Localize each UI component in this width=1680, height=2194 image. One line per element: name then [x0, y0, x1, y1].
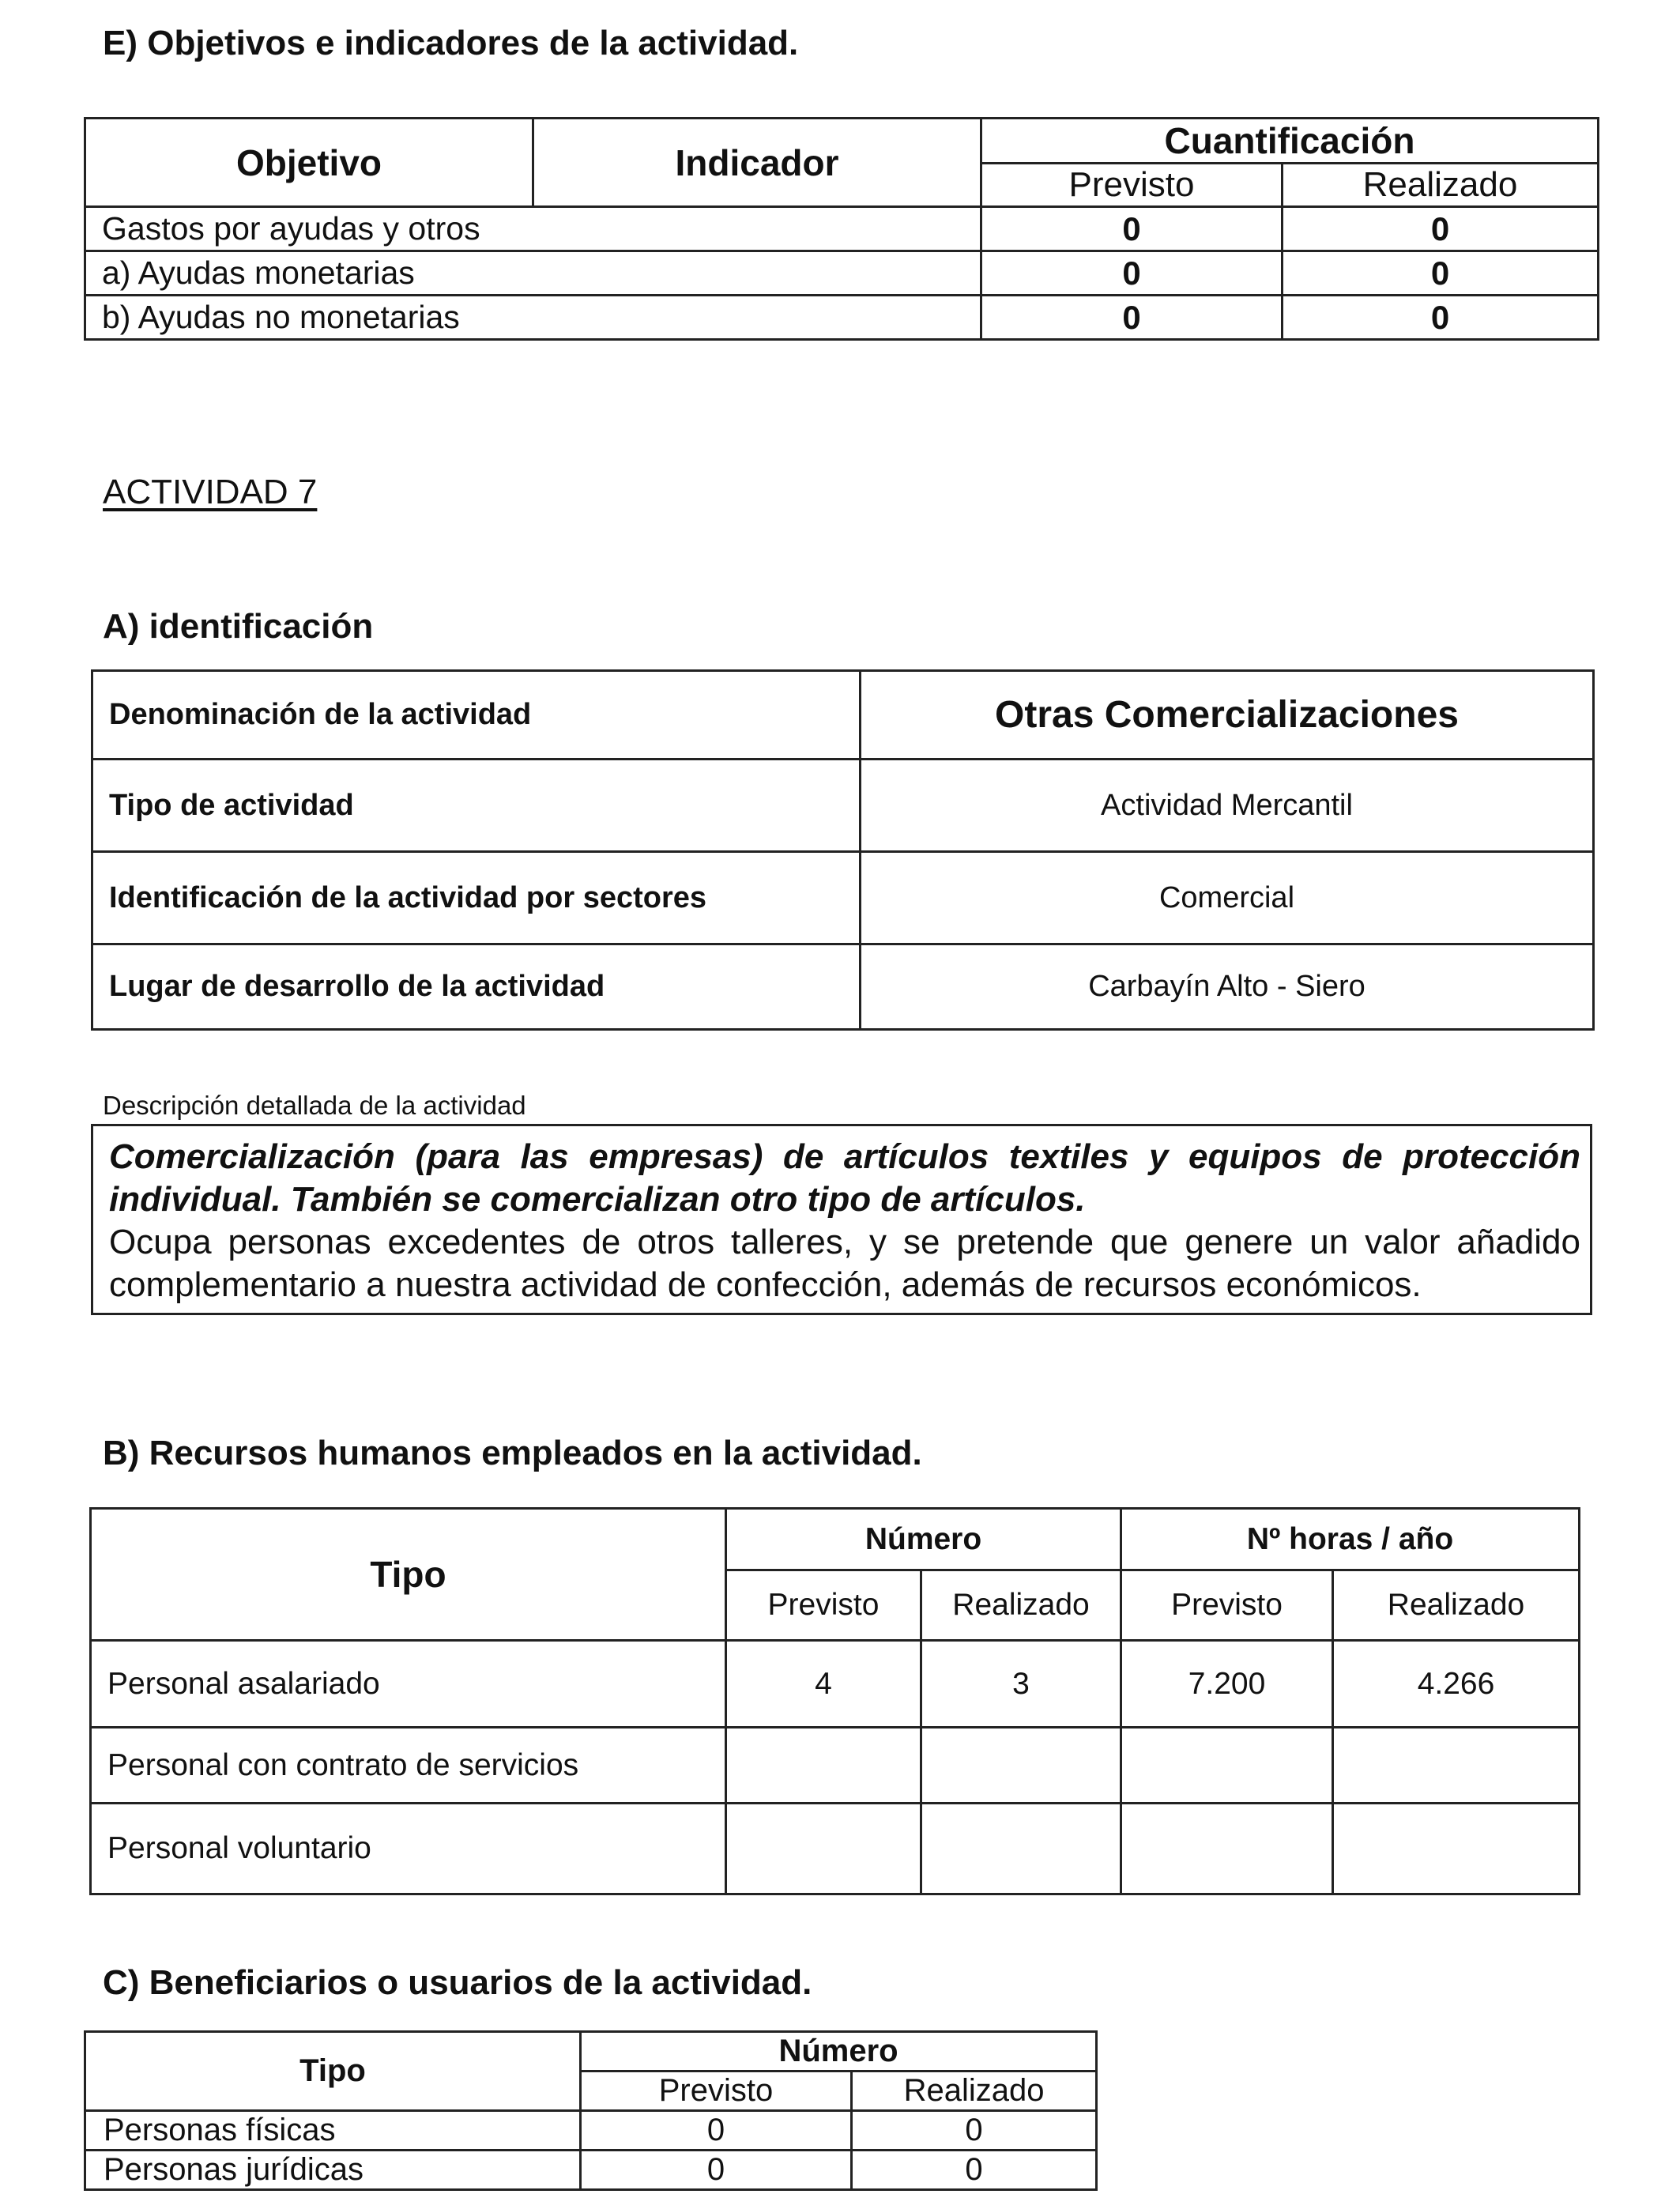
table-row [85, 2151, 1097, 2190]
header-numero: Número [581, 2032, 1097, 2071]
horas-realizado [1333, 1804, 1580, 1894]
table-row [85, 2111, 1097, 2151]
description-bold: Comercialización (para las empresas) de artículos textiles y equipos de protección individual. También se comercializan otro tipo de artículos. [109, 1137, 1580, 1219]
row-realizado: 0 [852, 2151, 1097, 2190]
section-a-title: A) identificación [103, 607, 374, 646]
row-label: Denominación de la actividad [92, 671, 861, 760]
objectives-table [84, 117, 1599, 341]
row-label: Personal asalariado [91, 1641, 726, 1728]
row-previsto: 0 [981, 251, 1283, 296]
row-label: Identificación de la actividad por sectores [92, 852, 861, 944]
section-c-title: C) Beneficiarios o usuarios de la actividad. [103, 1963, 812, 2002]
activity-title: ACTIVIDAD 7 [103, 473, 318, 511]
header-horas-realizado: Realizado [1333, 1570, 1580, 1641]
header-realizado: Realizado [852, 2071, 1097, 2111]
header-num-previsto: Previsto [726, 1570, 921, 1641]
row-label: Tipo de actividad [92, 760, 861, 852]
header-realizado: Realizado [1283, 164, 1599, 207]
section-e-title: E) Objetivos e indicadores de la actividad. [103, 24, 799, 62]
table-row [92, 760, 1594, 852]
row-label: Personas jurídicas [85, 2151, 581, 2190]
header-tipo: Tipo [85, 2032, 581, 2111]
header-previsto: Previsto [981, 164, 1283, 207]
row-value: Carbayín Alto - Siero [861, 944, 1594, 1030]
table-row [85, 207, 1599, 251]
table-row [92, 671, 1594, 760]
row-label: a) Ayudas monetarias [85, 251, 981, 296]
num-realizado [921, 1804, 1121, 1894]
num-realizado: 3 [921, 1641, 1121, 1728]
header-objetivo: Objetivo [85, 119, 533, 207]
row-label: Personal con contrato de servicios [91, 1728, 726, 1804]
table-row [91, 1641, 1580, 1728]
header-horas-previsto: Previsto [1121, 1570, 1333, 1641]
num-previsto: 4 [726, 1641, 921, 1728]
row-value: Comercial [861, 852, 1594, 944]
horas-previsto [1121, 1728, 1333, 1804]
header-indicador: Indicador [533, 119, 981, 207]
row-realizado: 0 [1283, 207, 1599, 251]
horas-realizado: 4.266 [1333, 1641, 1580, 1728]
description-text: Ocupa personas excedentes de otros talleres, y se pretende que genere un valor añadido complementario a nuestra actividad de confección, además de recursos económicos. [109, 1223, 1580, 1304]
row-label: Lugar de desarrollo de la actividad [92, 944, 861, 1030]
row-previsto: 0 [981, 207, 1283, 251]
human-resources-table [89, 1507, 1580, 1895]
table-row [91, 1728, 1580, 1804]
horas-previsto [1121, 1804, 1333, 1894]
activity-name: Otras Comercializaciones [861, 671, 1594, 760]
section-b-title: B) Recursos humanos empleados en la actividad. [103, 1434, 922, 1472]
horas-realizado [1333, 1728, 1580, 1804]
header-cuantificacion: Cuantificación [981, 119, 1599, 164]
header-horas: Nº horas / año [1121, 1509, 1580, 1570]
row-realizado: 0 [1283, 296, 1599, 340]
row-realizado: 0 [1283, 251, 1599, 296]
table-row [92, 852, 1594, 944]
table-row [91, 1804, 1580, 1894]
description-box [91, 1124, 1592, 1315]
row-label: Gastos por ayudas y otros [85, 207, 981, 251]
header-num-realizado: Realizado [921, 1570, 1121, 1641]
num-previsto [726, 1728, 921, 1804]
beneficiaries-table [84, 2030, 1098, 2191]
row-previsto: 0 [581, 2111, 852, 2151]
row-label: Personal voluntario [91, 1804, 726, 1894]
row-label: Personas físicas [85, 2111, 581, 2151]
row-previsto: 0 [981, 296, 1283, 340]
row-value: Actividad Mercantil [861, 760, 1594, 852]
header-previsto: Previsto [581, 2071, 852, 2111]
table-row [85, 251, 1599, 296]
identification-table [91, 669, 1595, 1031]
description-label: Descripción detallada de la actividad [103, 1091, 526, 1120]
header-tipo: Tipo [91, 1509, 726, 1641]
table-row [92, 944, 1594, 1030]
row-previsto: 0 [581, 2151, 852, 2190]
table-row [85, 296, 1599, 340]
num-realizado [921, 1728, 1121, 1804]
num-previsto [726, 1804, 921, 1894]
row-label: b) Ayudas no monetarias [85, 296, 981, 340]
header-numero: Número [726, 1509, 1121, 1570]
horas-previsto: 7.200 [1121, 1641, 1333, 1728]
row-realizado: 0 [852, 2111, 1097, 2151]
